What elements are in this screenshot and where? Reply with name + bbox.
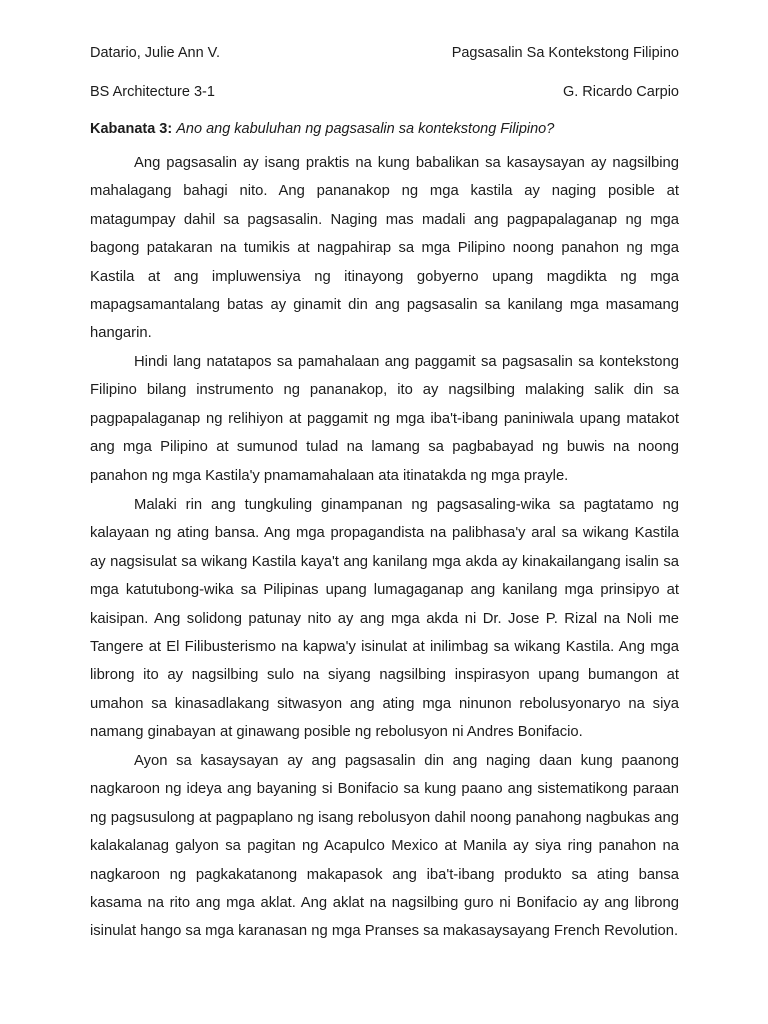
chapter-label: Kabanata 3: (90, 121, 173, 137)
section-name: BS Architecture 3-1 (90, 84, 215, 100)
header-row-2 (90, 83, 679, 101)
chapter-question: Ano ang kabuluhan ng pagsasalin sa kontekstong Filipino? (176, 121, 555, 137)
paragraph-3: Malaki rin ang tungkuling ginampanan ng pagsasaling-wika sa pagtatamo ng kalayaan ng ating bansa. Ang mga propagandista na palibhasa'y aral sa wikang Kastila ay nagsisulat sa wikang Kastila kaya't ang kanilang mga akda ay kinakailangang isalin sa mga katutubong-wika sa Pilipinas upang lumagaganap ang kanilang mga prinsipyo at kaisipan. Ang solidong patunay nito ay ang mga akda ni Dr. Jose P. Rizal na Noli me Tangere at El Filibusterismo na kapwa'y isinulat at inilimbag sa wikang Kastila. Ang mga librong ito ay nagsilbing sulo na siyang nagsilbing inspirasyon upang bumangon at umahon sa kinasadlakang sitwasyon ang ating mga ninunon rebolusyonaryo na siya namang ginabayan at ginawang posible ng rebolusyon ni Andres Bonifacio. (90, 497, 679, 741)
author-name: Datario, Julie Ann V. (90, 45, 221, 61)
paragraph-1: Ang pagsasalin ay isang praktis na kung babalikan sa kasaysayan ay nagsilbing mahalagang bahagi nito. Ang pananakop ng mga kastila ay naging posible at matagumpay dahil sa pagsasalin. Naging mas madali ang pagpapalaganap ng mga bagong patakaran na tumikis at nagpahirap sa mga Pilipino noong panahon ng mga Kastila at ang impluwensiya ng itinayong gobyerno upang magdikta ng mga mapagsamantalang batas ay ginamit din ang pagsasalin sa kanilang mga masamang hangarin. (90, 155, 679, 342)
chapter-heading (90, 120, 679, 138)
course-title: Pagsasalin Sa Kontekstong Filipino (451, 45, 679, 61)
header-row-1 (90, 44, 679, 62)
instructor-name: G. Ricardo Carpio (562, 84, 679, 100)
paragraph-2: Hindi lang natatapos sa pamahalaan ang paggamit sa pagsasalin sa kontekstong Filipino bilang instrumento ng pananakop, ito ay nagsilbing malaking salik din sa pagpapalaganap ng relihiyon at paggamit ng mga iba't-ibang paniniwala upang matakot ang mga Pilipino at sumunod tulad na lamang sa pagbabayad ng buwis na noong panahon ng mga Kastila'y pnamamahalaan ata itinatakda ng mga prayle. (90, 354, 679, 484)
paragraph-4: Ayon sa kasaysayan ay ang pagsasalin din ang naging daan kung paanong nagkaroon ng ideya ang bayaning si Bonifacio sa kung paano ang sistematikong paraan ng pagsusulong at pagpaplano ng isang rebolusyon dahil noong panahong nagbukas ang kalakalanag galyon sa pagitan ng Acapulco Mexico at Manila ay siya ring panahon na nagkaroon ng pagkakatanong makapasok ang iba't-ibang produkto sa ating bansa kasama na rito ang mga aklat. Ang aklat na nagsilbing guro ni Bonifacio ay ang librong isinulat hango sa mga karanasan ng mga Pranses sa makasaysayang French Revolution. (90, 753, 679, 940)
document-page (90, 0, 679, 1024)
